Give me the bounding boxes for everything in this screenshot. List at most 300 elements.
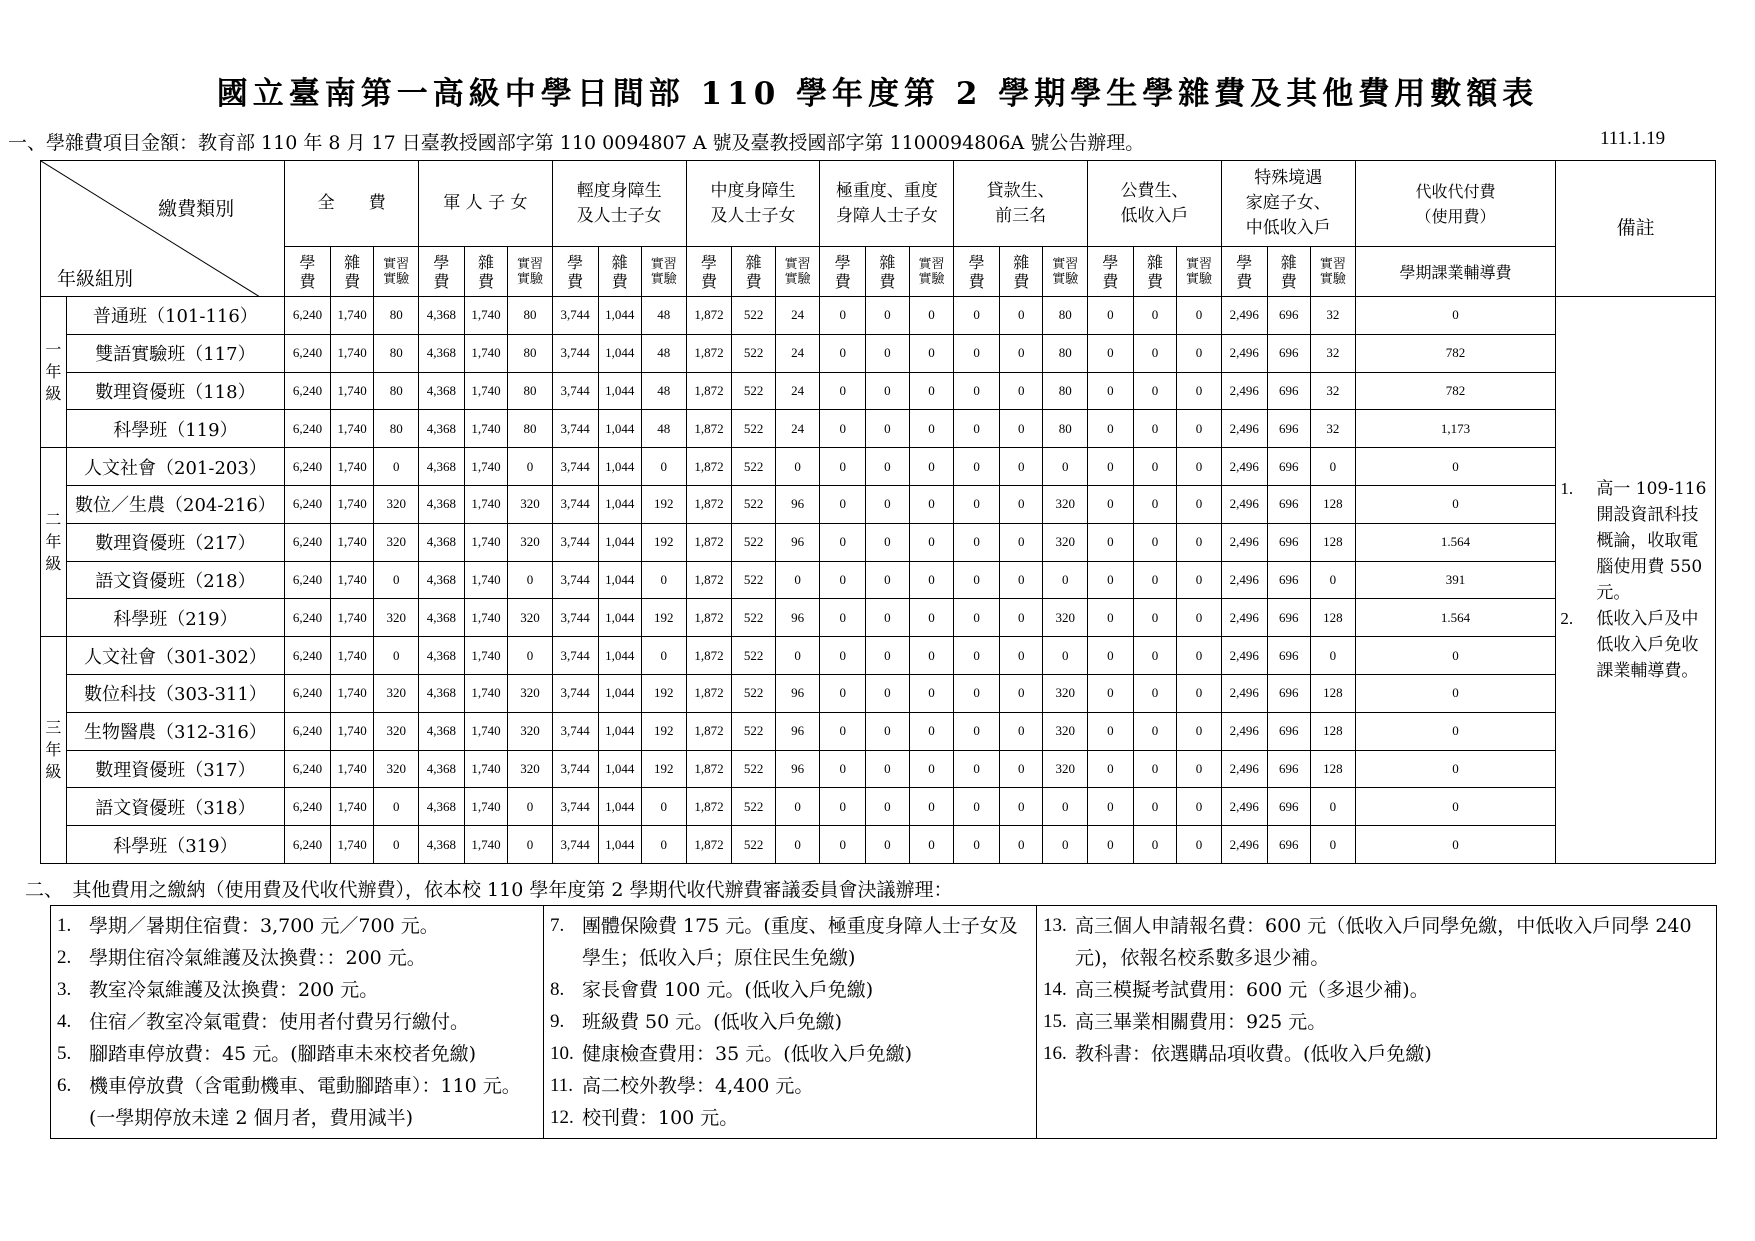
tutoring-fee-cell: 1.564 [1355,523,1556,561]
fee-cell: 0 [909,297,954,335]
grade-label-char: 級 [45,384,62,404]
fee-cell: 0 [954,485,1000,523]
fee-cell: 1,044 [598,523,641,561]
remark-number: 2. [1560,609,1574,628]
fee-cell: 0 [820,485,866,523]
misc-subheader-char: 雜 [745,252,762,272]
tuition-subheader [820,247,866,297]
tuition-subheader-char: 學 [834,252,851,272]
class-group-name: 人文社會（201-203） [66,448,285,486]
fee-cell: 0 [1088,788,1134,826]
fee-cell: 6,240 [285,410,331,448]
fee-cell: 1,740 [330,561,373,599]
fee-cell: 1,872 [686,712,732,750]
fee-cell: 80 [1043,372,1088,410]
fee-cell: 522 [732,788,775,826]
fee-cell: 6,240 [285,637,331,675]
fee-cell: 0 [954,410,1000,448]
tuition-subheader-char: 學 [299,252,316,272]
fee-cell: 4,368 [418,372,464,410]
other-fee-text: 住宿／教室冷氣電費：使用者付費另行繳付。 [89,1011,470,1033]
fee-cell: 0 [1133,523,1176,561]
fee-cell: 0 [1088,372,1134,410]
tutoring-fee-cell: 0 [1355,485,1556,523]
fee-cell: 696 [1267,674,1310,712]
tuition-subheader-char: 費 [567,271,584,291]
tuition-subheader-char: 費 [968,271,985,291]
fee-cell: 4,368 [418,297,464,335]
fee-cell: 0 [641,561,686,599]
fee-cell: 0 [999,561,1042,599]
fee-cell: 4,368 [418,674,464,712]
fee-cell: 696 [1267,485,1310,523]
fee-cell: 0 [1088,712,1134,750]
fee-cell: 0 [999,674,1042,712]
fee-cell: 2,496 [1221,712,1267,750]
fee-cell: 1,044 [598,410,641,448]
fee-cell: 128 [1311,485,1356,523]
fee-cell: 0 [866,485,909,523]
fee-cell: 1,740 [464,448,507,486]
fee-cell: 4,368 [418,712,464,750]
table-row [41,788,1716,826]
tuition-subheader-char: 費 [1236,271,1253,291]
other-fee-item [57,1038,537,1070]
corner-header [41,161,285,297]
fee-cell: 3,744 [552,410,598,448]
other-fee-text: 高三個人申請報名費：600 元（低收入戶同學免繳，中低收入戶同學 240 元)，依報名校系數多退少補。 [1075,915,1692,969]
misc-subheader [598,247,641,297]
fee-cell: 0 [954,372,1000,410]
remark-text: 高一 109-116 開設資訊科技概論，收取電腦使用費 550 元。 [1596,479,1707,603]
fee-cell: 48 [641,372,686,410]
tutoring-fee-cell: 0 [1355,750,1556,788]
fee-cell: 0 [1177,826,1222,864]
lab-subheader [909,247,954,297]
fee-cell: 0 [1177,297,1222,335]
table-row [41,410,1716,448]
fee-cell: 96 [775,712,820,750]
other-fee-number: 11. [550,1075,574,1096]
table-row [41,826,1716,864]
fee-cell: 6,240 [285,523,331,561]
fee-cell: 0 [1088,599,1134,637]
fee-cell: 1,740 [330,712,373,750]
fee-cell: 0 [1043,788,1088,826]
category-header-line: 低收入戶 [1120,205,1189,226]
fee-cell: 0 [820,561,866,599]
fee-cell: 1,872 [686,448,732,486]
fee-cell: 0 [909,637,954,675]
fee-cell: 696 [1267,410,1310,448]
fee-cell: 0 [820,674,866,712]
fee-cell: 0 [999,712,1042,750]
fee-cell: 0 [508,637,553,675]
lab-subheader-char: 實驗 [784,271,811,287]
other-fees-column [51,906,544,1139]
fee-cell: 0 [954,523,1000,561]
grade-label [41,297,67,448]
other-fee-number: 9. [550,1011,565,1032]
fee-cell: 32 [1311,334,1356,372]
other-fee-text: 教科書：依選購品項收費。(低收入戶免繳) [1075,1043,1432,1065]
other-fee-item [57,1006,537,1038]
tutoring-fee-cell: 0 [1355,712,1556,750]
fee-cell: 128 [1311,599,1356,637]
fee-cell: 6,240 [285,788,331,826]
fee-cell: 6,240 [285,712,331,750]
lab-subheader-char: 實驗 [516,271,543,287]
misc-subheader-char: 雜 [344,252,361,272]
fee-cell: 32 [1311,297,1356,335]
fee-cell: 320 [374,485,419,523]
fee-cell: 2,496 [1221,372,1267,410]
fee-cell: 48 [641,297,686,335]
fee-cell: 1,740 [330,826,373,864]
table-row [41,674,1716,712]
fee-cell: 0 [909,334,954,372]
tuition-subheader [285,247,331,297]
fee-cell: 0 [374,561,419,599]
fee-cell: 1,872 [686,637,732,675]
class-group-name: 普通班（101-116） [66,297,285,335]
fee-cell: 0 [909,750,954,788]
fee-cell: 0 [999,750,1042,788]
lab-subheader [1177,247,1222,297]
fee-cell: 0 [1133,674,1176,712]
fee-cell: 1,740 [330,674,373,712]
fee-cell: 0 [954,826,1000,864]
misc-subheader [464,247,507,297]
other-fee-number: 4. [57,1011,72,1032]
fee-cell: 0 [1133,712,1176,750]
fee-cell: 80 [374,297,419,335]
fee-cell: 320 [508,750,553,788]
fee-cell: 1,044 [598,334,641,372]
fee-cell: 0 [820,334,866,372]
fee-cell: 320 [1043,523,1088,561]
tutoring-fee-header: 學期課業輔導費 [1355,247,1556,297]
fee-cell: 3,744 [552,485,598,523]
fee-cell: 696 [1267,561,1310,599]
lab-subheader-char: 實習 [784,256,811,272]
misc-subheader-char: 費 [1147,271,1164,291]
fee-cell: 0 [866,372,909,410]
fee-cell: 1,740 [464,674,507,712]
fee-cell: 80 [1043,334,1088,372]
fee-cell: 320 [374,523,419,561]
fee-cell: 0 [508,448,553,486]
fee-cell: 1,740 [464,637,507,675]
fee-cell: 80 [508,334,553,372]
category-header [686,161,820,247]
table-row [41,523,1716,561]
fee-cell: 696 [1267,826,1310,864]
other-fee-item [1043,1006,1710,1038]
fee-cell: 1,044 [598,674,641,712]
fee-cell: 2,496 [1221,788,1267,826]
other-fee-number: 8. [550,979,565,1000]
misc-subheader-char: 費 [1280,271,1297,291]
fee-cell: 696 [1267,297,1310,335]
fee-cell: 0 [1088,826,1134,864]
fee-cell: 320 [1043,485,1088,523]
fee-cell: 0 [999,599,1042,637]
remark-item [1560,606,1709,684]
class-group-name: 科學班（119） [66,410,285,448]
fee-cell: 0 [1088,485,1134,523]
fee-cell: 0 [1133,297,1176,335]
lab-subheader-char: 實驗 [918,271,945,287]
fee-cell: 0 [909,485,954,523]
class-group-name: 數位科技（303-311） [66,674,285,712]
fee-cell: 0 [1133,599,1176,637]
tuition-subheader-char: 學 [968,252,985,272]
fee-cell: 0 [1177,523,1222,561]
fee-cell: 0 [954,448,1000,486]
fee-cell: 4,368 [418,826,464,864]
fee-cell: 1,740 [464,750,507,788]
fee-cell: 4,368 [418,448,464,486]
category-header [418,161,552,247]
misc-subheader [999,247,1042,297]
grade-label-char: 三 [45,718,62,738]
fee-cell: 3,744 [552,826,598,864]
fee-cell: 6,240 [285,674,331,712]
other-fee-text: 教室冷氣維護及汰換費：200 元。 [89,979,379,1001]
fee-cell: 0 [1088,637,1134,675]
fee-cell: 0 [909,599,954,637]
fee-cell: 4,368 [418,523,464,561]
lab-subheader [1043,247,1088,297]
fee-cell: 0 [1088,448,1134,486]
fee-cell: 0 [1133,448,1176,486]
fee-cell: 6,240 [285,750,331,788]
fee-cell: 3,744 [552,448,598,486]
tuition-subheader-char: 費 [433,271,450,291]
grade-label [41,448,67,637]
fee-cell: 1,044 [598,788,641,826]
category-header [1221,161,1355,247]
proxy-fee-header [1355,161,1556,247]
fee-cell: 1,740 [464,523,507,561]
fee-cell: 522 [732,523,775,561]
lab-subheader-char: 實習 [1186,256,1213,272]
class-group-name: 數理資優班（217） [66,523,285,561]
tuition-subheader-char: 學 [567,252,584,272]
fee-cell: 32 [1311,372,1356,410]
fee-cell: 696 [1267,334,1310,372]
fee-cell: 1,740 [330,372,373,410]
fee-cell: 0 [1133,750,1176,788]
fee-cell: 1,044 [598,448,641,486]
lab-subheader [641,247,686,297]
table-row [41,712,1716,750]
fee-cell: 0 [954,674,1000,712]
fee-cell: 320 [374,712,419,750]
fee-cell: 2,496 [1221,637,1267,675]
proxy-fee-header-line: （使用費） [1415,206,1496,226]
lab-subheader [1311,247,1356,297]
fee-cell: 0 [820,372,866,410]
class-group-name: 數位／生農（204-216） [66,485,285,523]
lab-subheader-char: 實習 [383,256,410,272]
other-fee-number: 6. [57,1075,72,1096]
fee-cell: 3,744 [552,297,598,335]
fee-cell: 6,240 [285,297,331,335]
grade-label-char: 年 [45,532,62,552]
other-fee-number: 16. [1043,1043,1067,1064]
fee-cell: 96 [775,599,820,637]
fee-cell: 0 [1177,637,1222,675]
misc-subheader-char: 雜 [1147,252,1164,272]
tuition-subheader-char: 學 [700,252,717,272]
fee-cell: 1,740 [330,750,373,788]
lab-subheader [374,247,419,297]
tutoring-fee-cell: 0 [1355,637,1556,675]
fee-cell: 0 [1133,826,1176,864]
fee-cell: 0 [866,523,909,561]
fee-cell: 0 [954,788,1000,826]
fee-cell: 1,740 [464,788,507,826]
fee-cell: 3,744 [552,334,598,372]
fee-cell: 522 [732,410,775,448]
fee-cell: 0 [1177,448,1222,486]
fee-cell: 1,872 [686,561,732,599]
fee-cell: 0 [1088,334,1134,372]
fee-cell: 0 [775,637,820,675]
fee-cell: 2,496 [1221,674,1267,712]
fee-cell: 0 [1177,674,1222,712]
fee-cell: 24 [775,334,820,372]
fee-cell: 0 [866,561,909,599]
fee-cell: 1,740 [330,297,373,335]
misc-subheader-char: 費 [344,271,361,291]
other-fee-item [57,910,537,942]
other-fee-text: 高三模擬考試費用：600 元（多退少補)。 [1075,979,1429,1001]
tutoring-fee-cell: 1.564 [1355,599,1556,637]
fee-cell: 4,368 [418,410,464,448]
table-row [41,750,1716,788]
fee-cell: 24 [775,410,820,448]
fee-cell: 0 [999,297,1042,335]
corner-top-label: 繳費類別 [158,198,235,220]
fee-cell: 0 [954,750,1000,788]
fee-cell: 1,044 [598,561,641,599]
fee-cell: 0 [909,372,954,410]
misc-subheader-char: 雜 [1013,252,1030,272]
fee-cell: 24 [775,297,820,335]
fee-cell: 0 [820,788,866,826]
lab-subheader-char: 實習 [918,256,945,272]
fee-cell: 1,740 [464,485,507,523]
fee-cell: 696 [1267,637,1310,675]
category-header [1088,161,1222,247]
fee-cell: 0 [1133,788,1176,826]
fee-cell: 696 [1267,712,1310,750]
fee-cell: 48 [641,334,686,372]
fee-cell: 0 [374,788,419,826]
fee-cell: 0 [1088,297,1134,335]
fee-cell: 128 [1311,712,1356,750]
fee-cell: 1,872 [686,788,732,826]
fee-cell: 0 [820,599,866,637]
other-fee-text: 班級費 50 元。(低收入戶免繳) [582,1011,843,1033]
fee-cell: 6,240 [285,485,331,523]
misc-subheader-char: 費 [611,271,628,291]
fee-cell: 0 [999,334,1042,372]
fee-cell: 3,744 [552,599,598,637]
other-fee-item [1043,1038,1710,1070]
fee-cell: 1,740 [464,826,507,864]
fee-cell: 0 [1088,410,1134,448]
fee-cell: 1,740 [464,410,507,448]
fee-cell: 128 [1311,674,1356,712]
fee-cell: 320 [1043,750,1088,788]
category-header-line: 特殊境遇 [1254,168,1323,188]
fee-cell: 3,744 [552,523,598,561]
other-fee-text: 團體保險費 175 元。(重度、極重度身障人士子女及學生；低收入戶；原住民生免繳) [582,915,1018,969]
fee-cell: 522 [732,334,775,372]
fee-cell: 0 [909,826,954,864]
other-fee-text: 校刊費：100 元。 [582,1107,739,1129]
fee-cell: 0 [999,637,1042,675]
other-fees-column [544,906,1037,1139]
lab-subheader-char: 實習 [1052,256,1079,272]
fee-cell: 1,044 [598,599,641,637]
other-fee-number: 1. [57,915,72,936]
lab-subheader-char: 實驗 [1186,271,1213,287]
fee-cell: 1,872 [686,523,732,561]
tuition-subheader [552,247,598,297]
fee-cell: 0 [999,448,1042,486]
tuition-subheader-char: 費 [1102,271,1119,291]
other-fee-item [550,1070,1030,1102]
fee-cell: 0 [1177,372,1222,410]
class-group-name: 數理資優班（118） [66,372,285,410]
fee-cell: 522 [732,826,775,864]
misc-subheader-char: 雜 [879,252,896,272]
fee-cell: 0 [641,448,686,486]
misc-subheader [330,247,373,297]
tutoring-fee-cell: 0 [1355,448,1556,486]
fee-cell: 192 [641,523,686,561]
category-header-line: 極重度、重度 [835,180,938,201]
other-fee-number: 3. [57,979,72,1000]
tuition-subheader [686,247,732,297]
other-fee-item [550,974,1030,1006]
fee-cell: 320 [1043,712,1088,750]
fee-cell: 320 [374,599,419,637]
fee-cell: 192 [641,599,686,637]
fee-cell: 0 [866,297,909,335]
fee-cell: 2,496 [1221,599,1267,637]
fee-cell: 0 [1133,334,1176,372]
fee-cell: 4,368 [418,561,464,599]
fee-cell: 0 [1088,674,1134,712]
class-group-name: 語文資優班（218） [66,561,285,599]
fee-cell: 522 [732,297,775,335]
fee-cell: 0 [999,485,1042,523]
fee-cell: 96 [775,523,820,561]
fee-cell: 0 [866,410,909,448]
fee-cell: 4,368 [418,334,464,372]
fee-cell: 1,044 [598,712,641,750]
misc-subheader-char: 雜 [477,252,494,272]
fee-cell: 1,740 [464,599,507,637]
tutoring-fee-cell: 391 [1355,561,1556,599]
fee-cell: 0 [1088,750,1134,788]
